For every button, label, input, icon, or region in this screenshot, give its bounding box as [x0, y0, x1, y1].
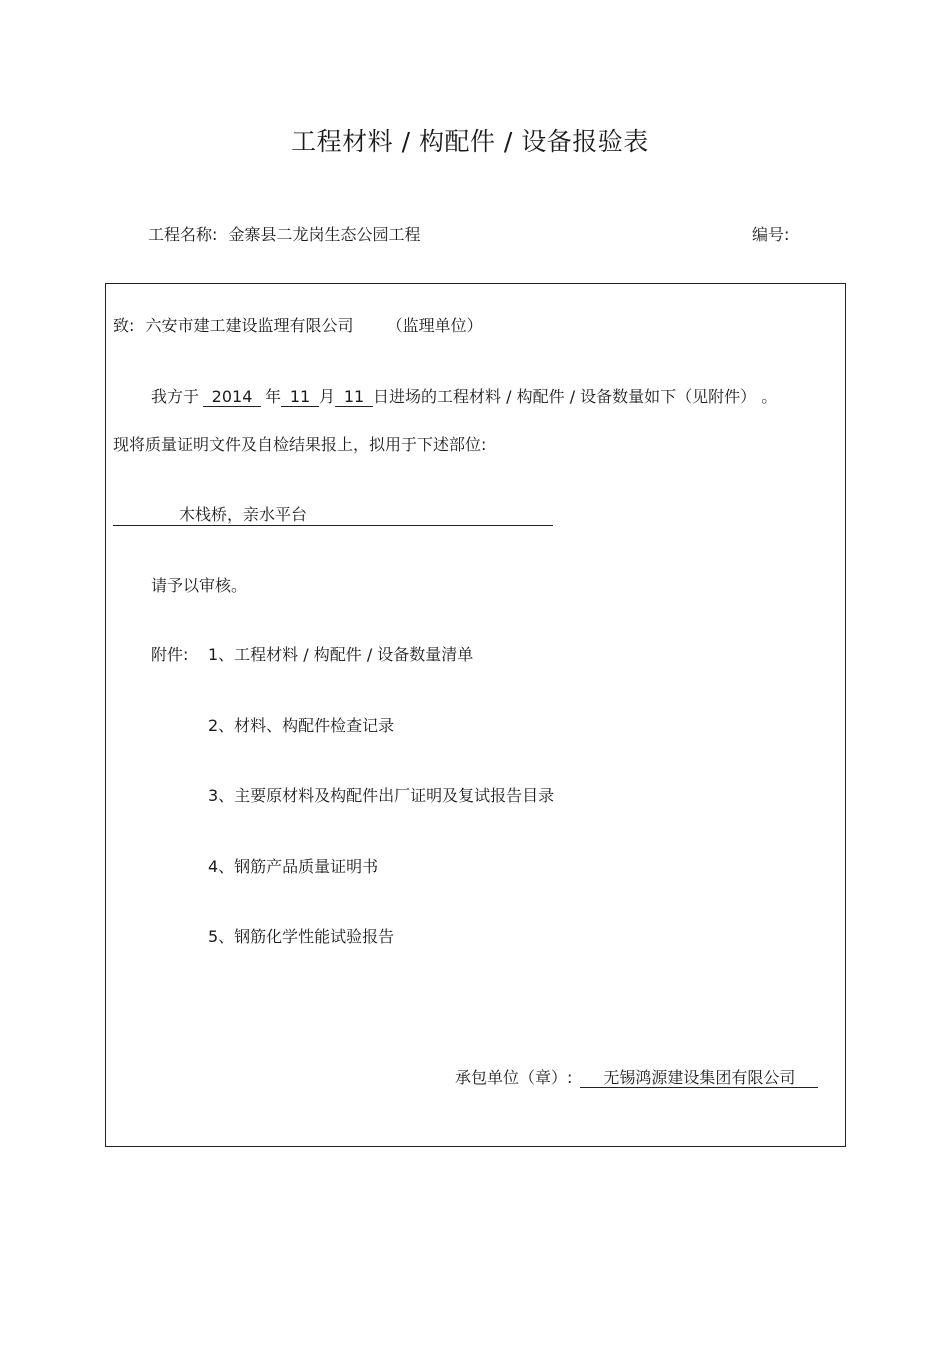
form-box [105, 283, 846, 1147]
contractor-name: 无锡鸿源建设集团有限公司 [580, 1069, 818, 1088]
year-unit: 年 [265, 387, 282, 406]
month-unit: 月 [319, 387, 336, 406]
attachments-label: 附件: [151, 645, 189, 664]
project-name-value: 金寨县二龙岗生态公园工程 [228, 225, 421, 244]
location-value: 木栈桥，亲水平台 [179, 505, 308, 524]
entry-day: 11 [335, 388, 373, 407]
to-label: 致: [113, 316, 135, 335]
request-text: 请予以审核。 [151, 576, 248, 595]
attachment-item: 4、钢筋产品质量证明书 [208, 857, 379, 876]
number-label: 编号: [752, 225, 790, 244]
addressee-row [113, 316, 483, 336]
contractor-row [455, 1068, 818, 1088]
supervisor-note: （监理单位） [386, 316, 483, 335]
supervisor-name: 六安市建工建设监理有限公司 [145, 316, 354, 335]
project-name-label: 工程名称: [148, 225, 218, 244]
entry-row [151, 387, 777, 407]
entry-suffix: 日进场的工程材料 / 构配件 / 设备数量如下（见附件） 。 [373, 387, 778, 406]
attachment-item: 1、工程材料 / 构配件 / 设备数量清单 [208, 645, 474, 664]
entry-month: 11 [281, 388, 319, 407]
location-field [113, 505, 553, 526]
attachment-item: 5、钢筋化学性能试验报告 [208, 927, 395, 946]
project-name-row [148, 225, 421, 245]
entry-year: 2014 [203, 388, 261, 407]
contractor-label: 承包单位（章）: [455, 1068, 573, 1087]
entry-prefix: 我方于 [151, 387, 200, 406]
attachment-item: 3、主要原材料及构配件出厂证明及复试报告目录 [208, 786, 555, 805]
attachment-item: 2、材料、构配件检查记录 [208, 716, 395, 735]
page-title: 工程材料 / 构配件 / 设备报验表 [291, 127, 649, 156]
second-line: 现将质量证明文件及自检结果报上，拟用于下述部位: [113, 435, 487, 454]
